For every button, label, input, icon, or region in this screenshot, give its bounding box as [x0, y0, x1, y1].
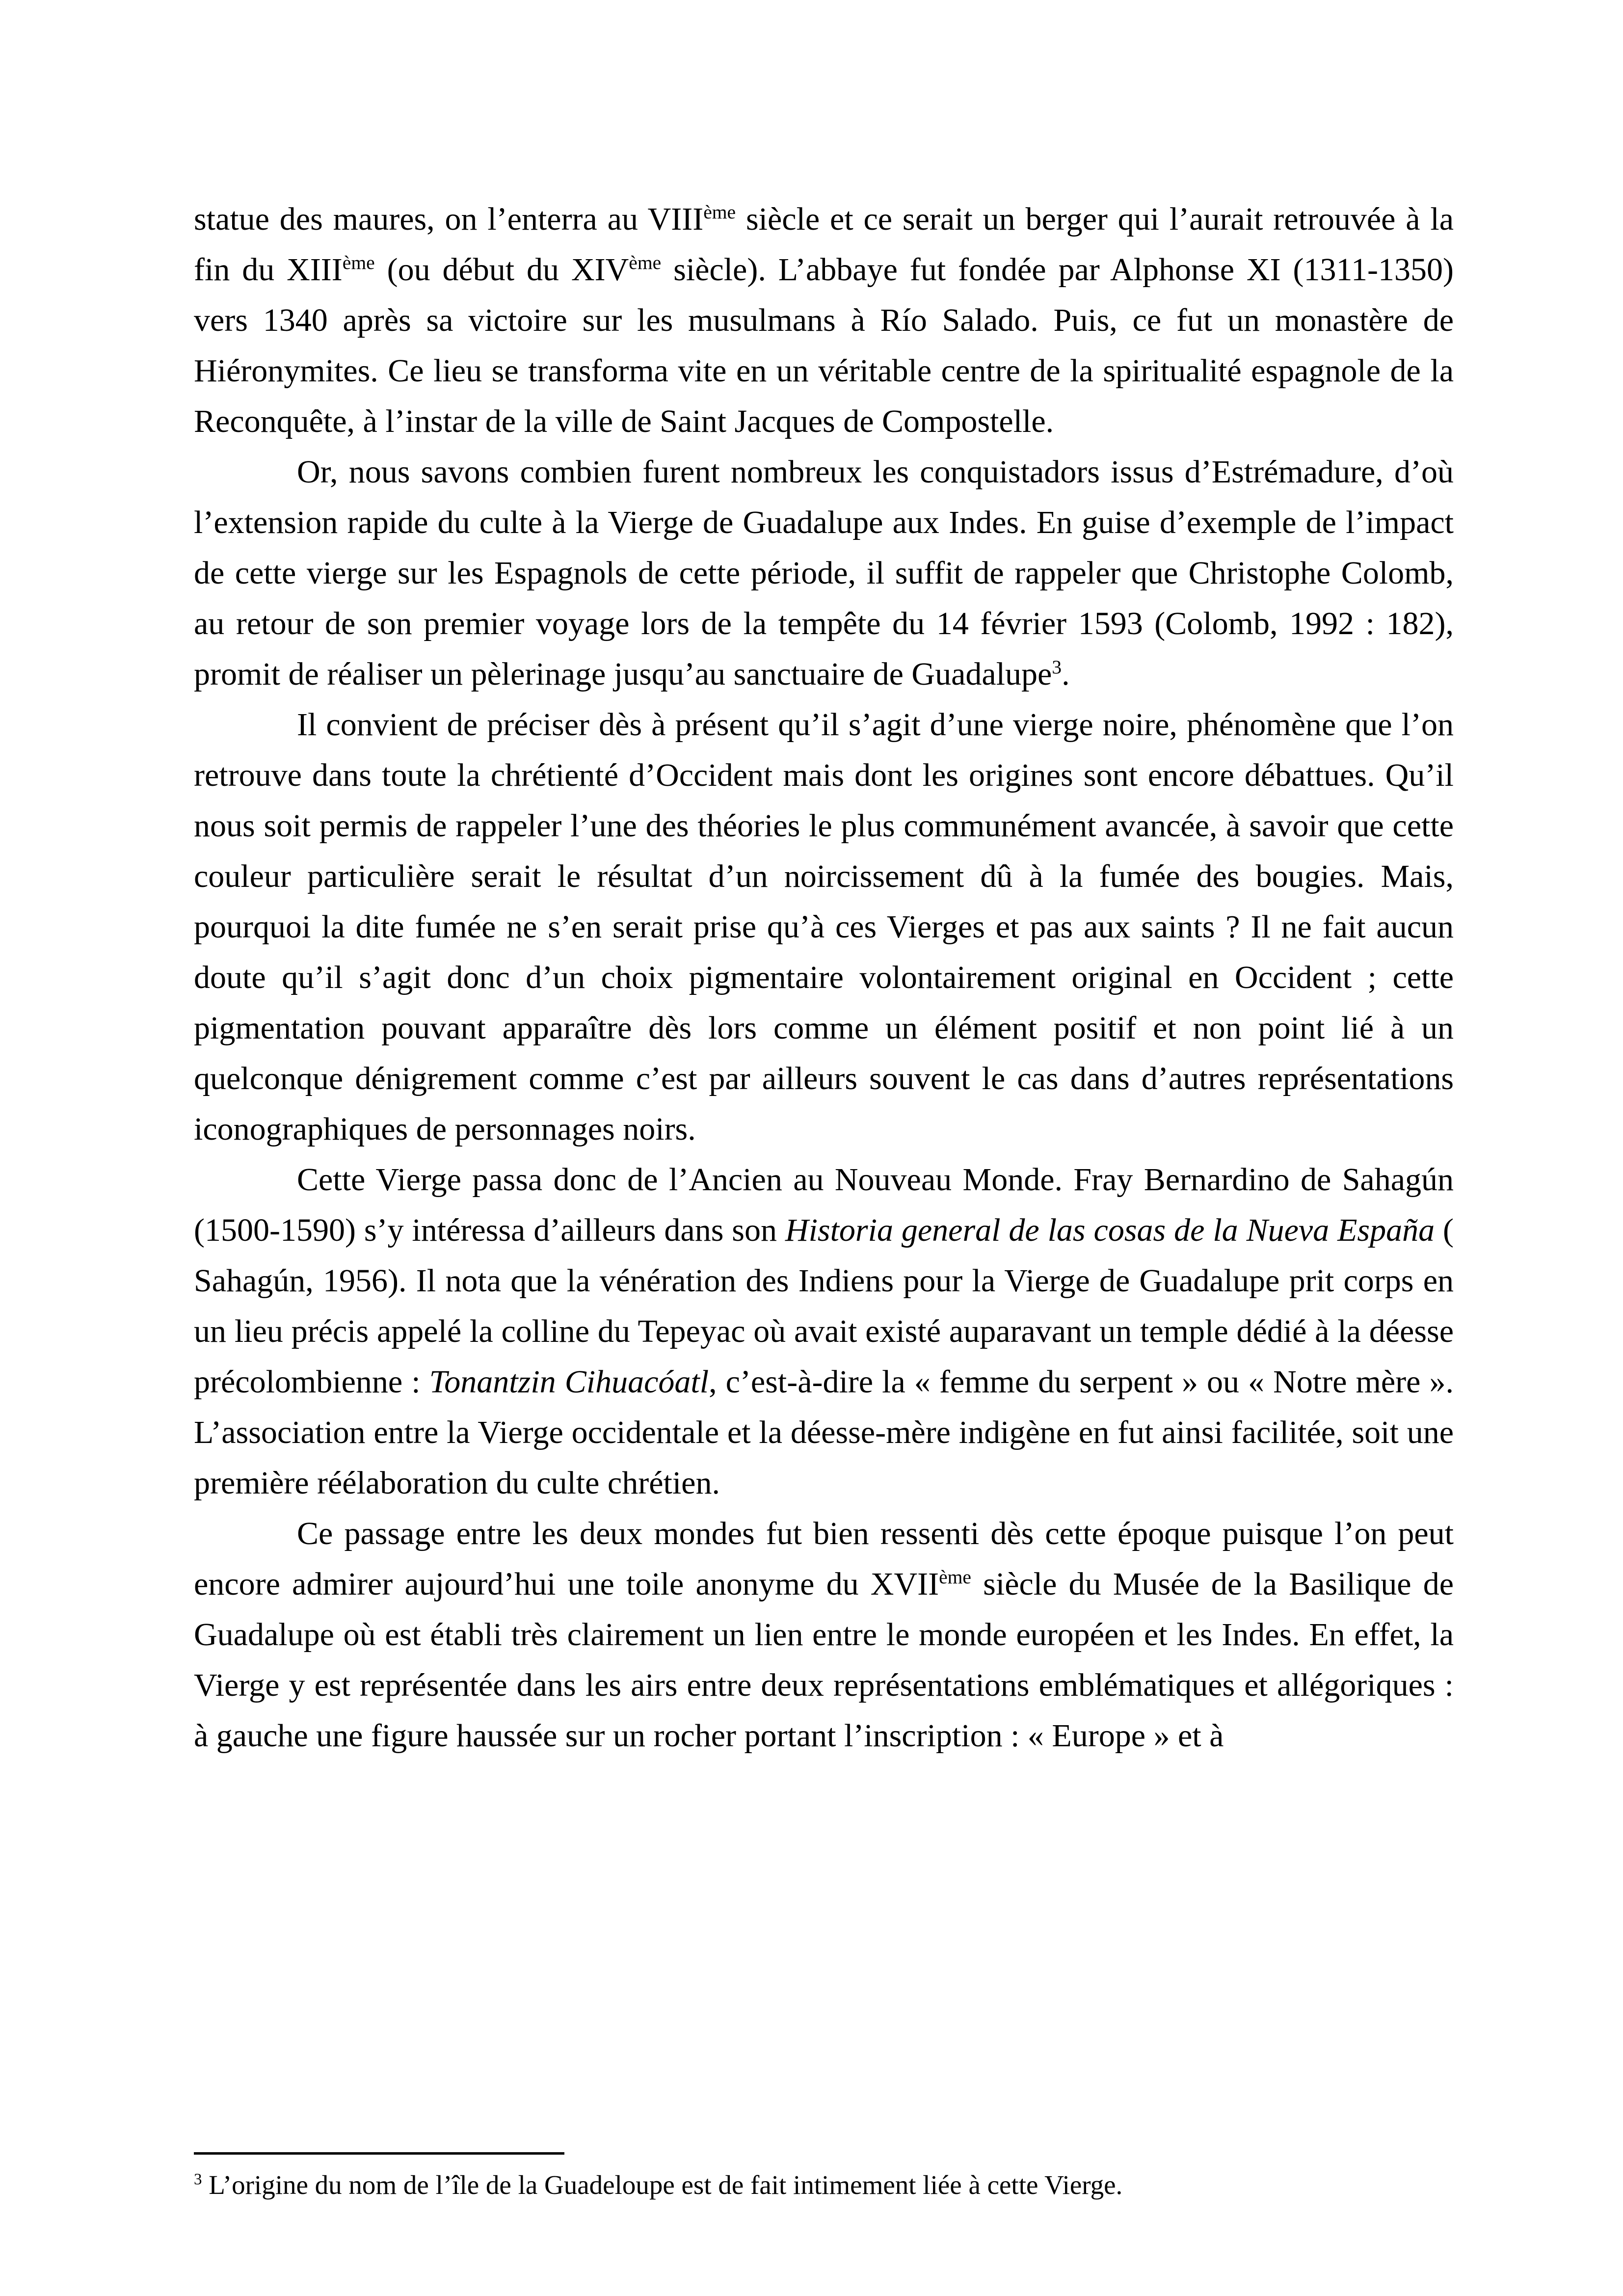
- superscript-ordinal: ème: [629, 252, 662, 273]
- text-run: Cette Vierge passa donc de l’Ancien au Nouveau Monde. Fray Bernardino de Sahagún (1500-1590) s’y intéressa d’ailleurs dans son: [194, 1162, 1454, 1248]
- superscript-ordinal: ème: [939, 1566, 971, 1588]
- footnote-area: [194, 2152, 1454, 2202]
- italic-book-title: Historia general de las cosas de la Nueva España: [785, 1212, 1435, 1248]
- document-body: [194, 194, 1454, 1761]
- text-run: statue des maures, on l’enterra au VIII: [194, 201, 704, 237]
- superscript-ordinal: ème: [703, 201, 736, 223]
- italic-deity-name: Tonantzin Cihuacóatl: [429, 1364, 709, 1400]
- footnote: [194, 2168, 1454, 2202]
- text-run: .: [1062, 656, 1070, 692]
- text-run: (ou début du XIV: [374, 252, 629, 288]
- text-run: ( Sahagún, 1956). Il nota que la vénération des Indiens pour la Vierge de Guadalupe prit corps en un lieu précis appelé la colline du Tepeyac où avait existé auparavant un temple dédié à la déesse précolombienne :: [194, 1212, 1454, 1400]
- text-run: , c’est-à-dire la « femme du serpent » ou « Notre mère ». L’association entre la Vierge occidentale et la déesse-mère indigène en fut ainsi facilitée, soit une première réélaboration du culte chrétien.: [194, 1364, 1454, 1501]
- superscript-ordinal: ème: [342, 252, 375, 273]
- text-run: Ce passage entre les deux mondes fut bien ressenti dès cette époque puisque l’on peut encore admirer aujourd’hui une toile anonyme du XVII: [194, 1516, 1454, 1602]
- text-run: Or, nous savons combien furent nombreux les conquistadors issus d’Estrémadure, d’où l’extension rapide du culte à la Vierge de Guadalupe aux Indes. En guise d’exemple de l’impact de cette vierge sur les Espagnols de cette période, il suffit de rappeler que Christophe Colomb, au retour de son premier voyage lors de la tempête du 14 février 1593 (Colomb, 1992 : 182), promit de réaliser un pèlerinage jusqu’au sanctuaire de Guadalupe: [194, 454, 1454, 692]
- footnote-reference: 3: [1052, 656, 1062, 678]
- footnote-text-run: L’origine du nom de l’île de la Guadeloupe est de fait intimement liée à cette Vierge.: [202, 2170, 1123, 2200]
- text-run: siècle du Musée de la Basilique de Guadalupe où est établi très clairement un lien entre le monde européen et les Indes. En effet, la Vierge y est représentée dans les airs entre deux représentations emblématiques et allégoriques : à gauche une figure haussée sur un rocher portant l’inscription : « Europe » et à: [194, 1566, 1454, 1754]
- text-run: Il convient de préciser dès à présent qu’il s’agit d’une vierge noire, phénomène que l’on retrouve dans toute la chrétienté d’Occident mais dont les origines sont encore débattues. Qu’il nous soit permis de rappeler l’une des théories le plus communément avancée, à savoir que cette couleur particulière serait le résultat d’un noircissement dû à la fumée des bougies. Mais, pourquoi la dite fumée ne s’en serait prise qu’à ces Vierges et pas aux saints ? Il ne fait aucun doute qu’il s’agit donc d’un choix pigmentaire volontairement original en Occident ; cette pigmentation pouvant apparaître dès lors comme un élément positif et non point lié à un quelconque dénigrement comme c’est par ailleurs souvent le cas dans d’autres représentations iconographiques de personnages noirs.: [194, 707, 1454, 1147]
- paragraph-5: [194, 1508, 1454, 1761]
- text-run: siècle et ce serait un berger qui l’aurait retrouvée à la fin du XIII: [194, 201, 1454, 288]
- paragraph-1: [194, 194, 1454, 447]
- paragraph-2: [194, 447, 1454, 699]
- paragraph-4: [194, 1154, 1454, 1508]
- paragraph-3: [194, 699, 1454, 1154]
- text-run: siècle). L’abbaye fut fondée par Alphonse XI (1311-1350) vers 1340 après sa victoire sur les musulmans à Río Salado. Puis, ce fut un monastère de Hiéronymites. Ce lieu se transforma vite en un véritable centre de la spiritualité espagnole de la Reconquête, à l’instar de la ville de Saint Jacques de Compostelle.: [194, 252, 1454, 439]
- footnote-separator-line: [194, 2152, 564, 2155]
- footnote-number: 3: [194, 2170, 202, 2189]
